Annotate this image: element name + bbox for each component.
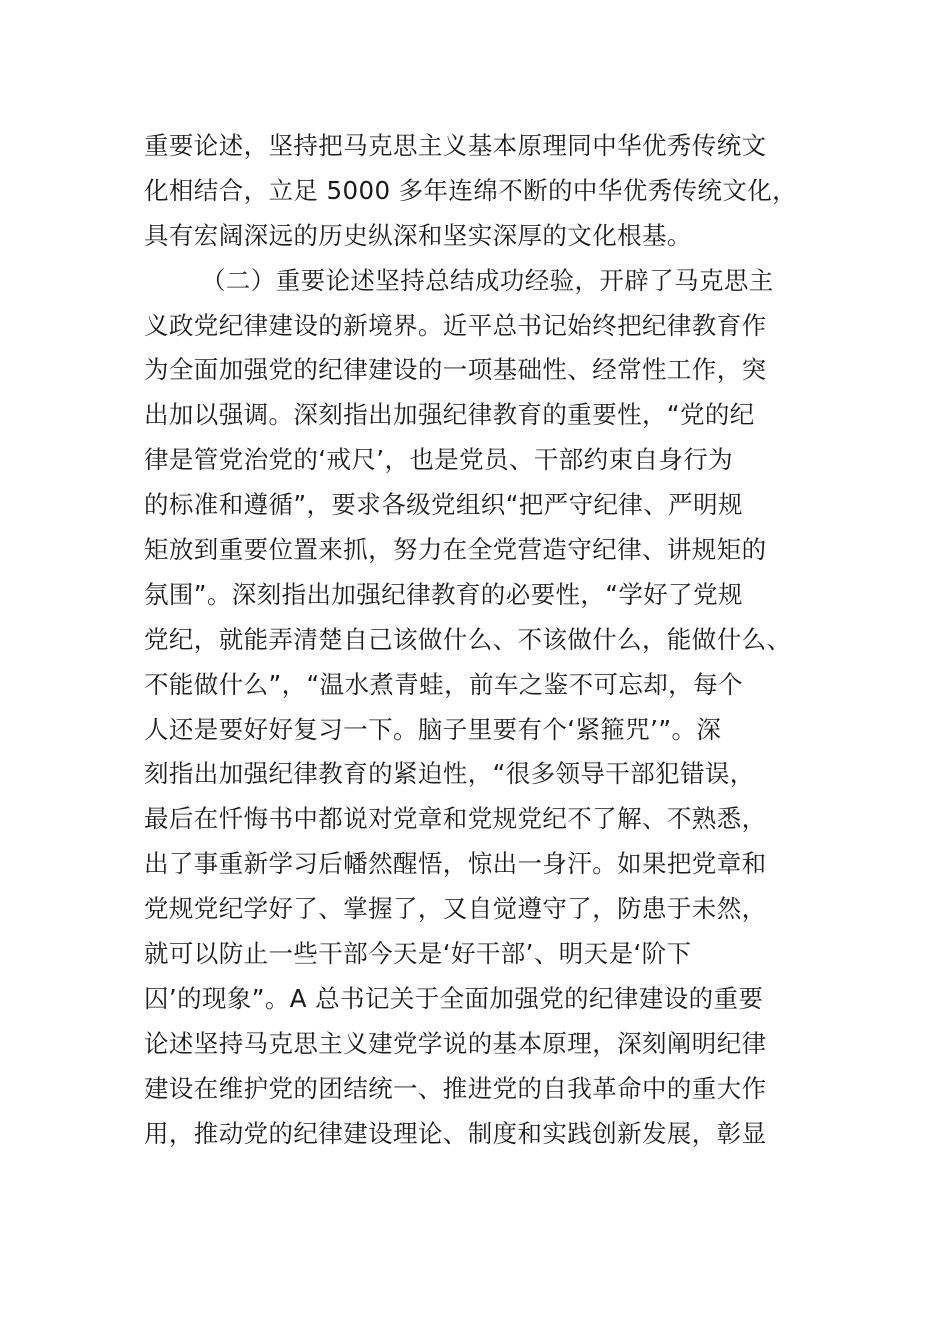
text-line: 为全面加强党的纪律建设的一项基础性、经常性工作，突 [144, 355, 767, 385]
text-line: 出了事重新学习后幡然醒悟，惊出一身汗。如果把党章和 [144, 849, 767, 879]
text-line: 重要论述，坚持把马克思主义基本原理同中华优秀传统文 [144, 131, 767, 160]
text-line: 最后在忏悔书中都说对党章和党规党纪不了解、不熟悉， [144, 804, 767, 834]
text-line: 律是管党治党的‘戒尺’，也是党员、干部约束自身行为 [144, 445, 734, 475]
text-line: 的标准和遵循”，要求各级党组织“把严守纪律、严明规 [144, 490, 743, 520]
text-line: 化相结合，立足 5000 多年连绵不断的中华优秀传统文化， [144, 175, 798, 205]
text-line: 不能做什么”，“温水煮青蛙，前车之鉴不可忘却，每个 [144, 669, 743, 699]
text-line: 党规党纪学好了、掌握了，又自觉遵守了，防患于未然， [144, 894, 767, 924]
text-line: 具有宏阔深远的历史纵深和坚实深厚的文化根基。 [144, 220, 692, 250]
text-line: 就可以防止一些干部今天是‘好干部’、明天是‘阶下 [144, 939, 692, 969]
text-line: 党纪，就能弄清楚自己该做什么、不该做什么，能做什么、 [144, 624, 792, 654]
text-line: 出加以强调。深刻指出加强纪律教育的重要性，“党的纪 [144, 400, 755, 430]
section-heading-line: （二）重要论述坚持总结成功经验，开辟了马克思主 [201, 265, 774, 295]
text-line: 矩放到重要位置来抓，努力在全党营造守纪律、讲规矩的 [144, 535, 767, 565]
body-text [144, 124, 824, 1156]
text-line: 建设在维护党的团结统一、推进党的自我革命中的重大作 [144, 1073, 767, 1103]
text-line: 人还是要好好复习一下。脑子里要有个‘紧箍咒’”。深 [144, 714, 722, 744]
text-line: 论述坚持马克思主义建党学说的基本原理，深刻阐明纪律 [144, 1028, 767, 1058]
text-line: 氛围”。深刻指出加强纪律教育的必要性，“学好了党规 [144, 579, 743, 609]
text-line: 刻指出加强纪律教育的紧迫性，“很多领导干部犯错误， [144, 759, 755, 789]
text-line: 义政党纪律建设的新境界。近平总书记始终把纪律教育作 [144, 310, 767, 340]
text-line: 囚’的现象”。A 总书记关于全面加强党的纪律建设的重要 [144, 983, 764, 1013]
text-line: 用，推动党的纪律建设理论、制度和实践创新发展，彰显 [144, 1118, 767, 1148]
